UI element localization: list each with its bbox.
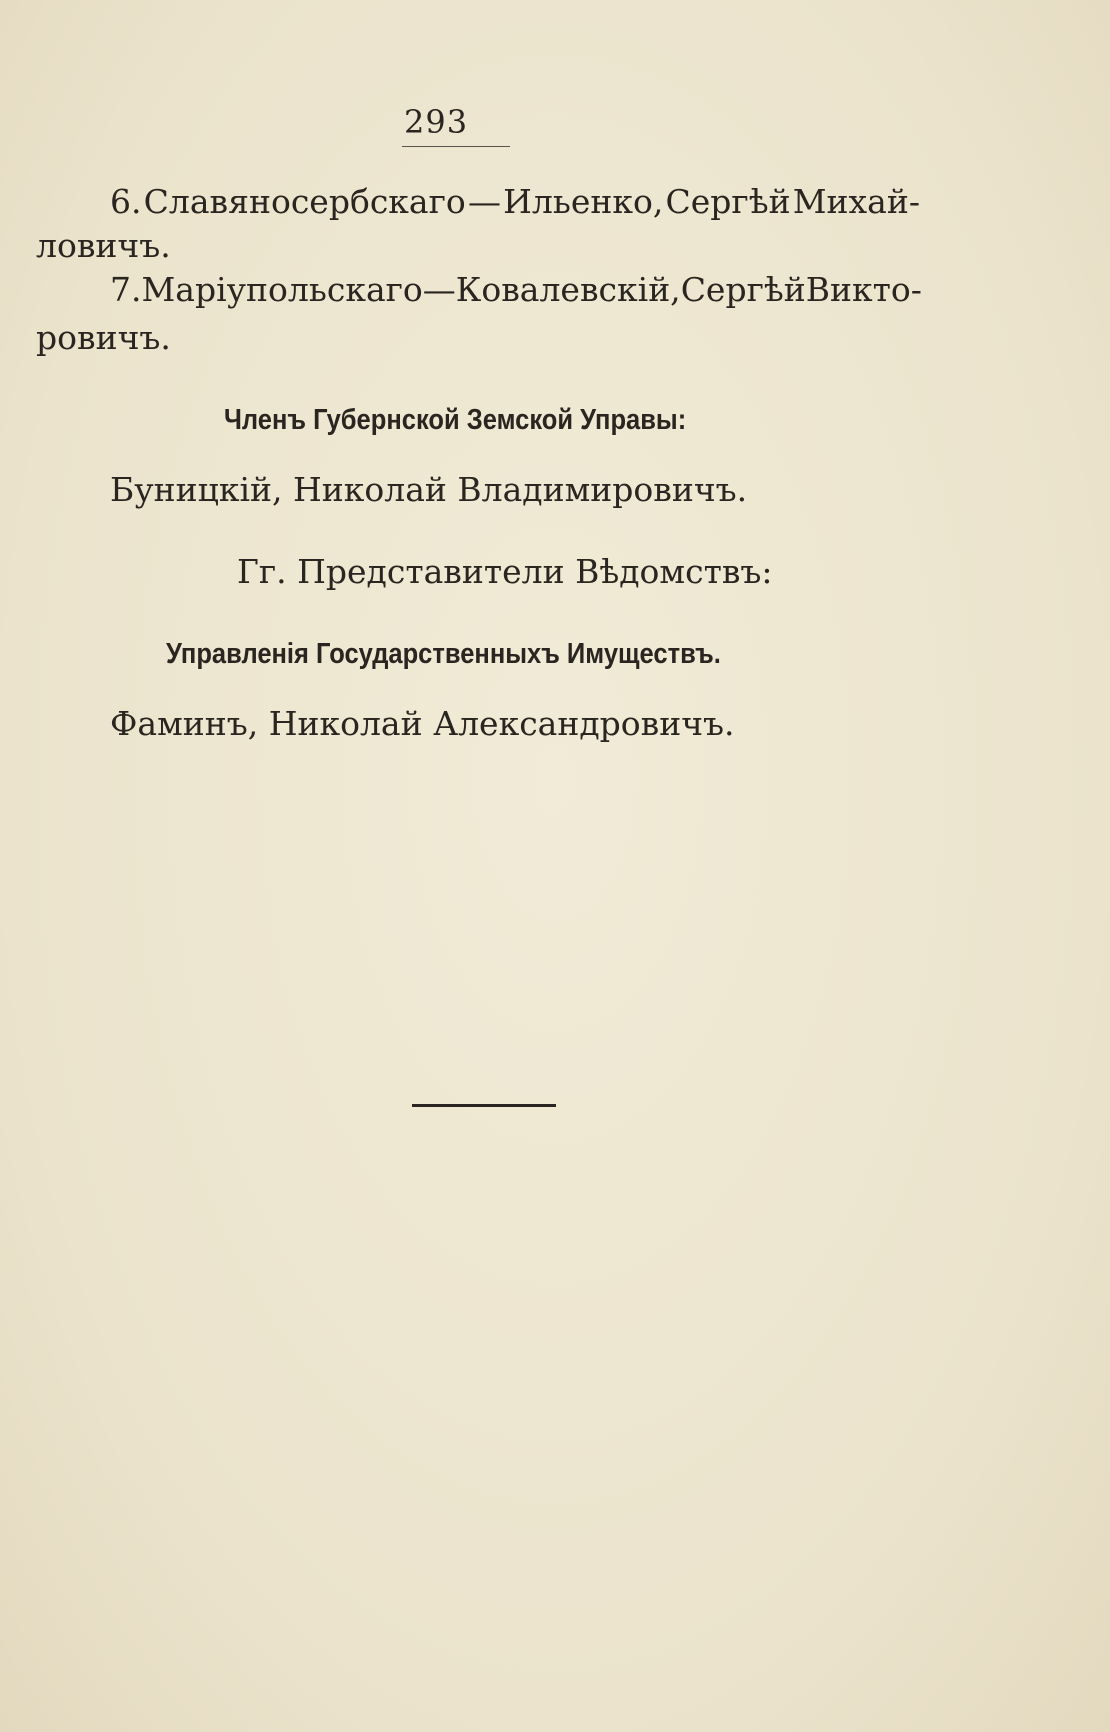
entry-surname: Ковалевскій, <box>455 270 681 309</box>
entry-surname: Ильенко, <box>503 182 664 221</box>
state-property-name: Фаминъ, Николай Александровичъ. <box>110 704 735 743</box>
entry-dash: — <box>422 270 456 309</box>
end-rule <box>412 1104 556 1107</box>
entry-patronymic-part1: Михай- <box>792 182 920 221</box>
entry-7-line-1 <box>110 270 920 310</box>
entry-patronymic-part1: Викто- <box>805 270 922 309</box>
entry-number: 7. <box>110 270 142 309</box>
representatives-heading: Гг. Представители Вѣдомствъ: <box>237 552 773 591</box>
entry-dash: — <box>467 182 501 221</box>
entry-number: 6. <box>110 182 142 221</box>
entry-first-name: Сергѣй <box>665 182 791 221</box>
board-member-name: Буницкій, Николай Владимировичъ. <box>110 470 748 509</box>
entry-6-line-2: ловичъ. <box>36 226 171 265</box>
page-number-rule <box>402 146 510 147</box>
entry-6-line-1 <box>110 182 920 222</box>
board-member-heading: Членъ Губернской Земской Управы: <box>224 404 687 436</box>
entry-district: Маріупольскаго <box>141 270 423 309</box>
entry-first-name: Сергѣй <box>680 270 806 309</box>
page-number: 293 <box>404 103 469 141</box>
state-property-heading: Управленія Государственныхъ Имуществъ. <box>166 638 721 670</box>
entry-7-line-2: ровичъ. <box>36 318 171 357</box>
entry-district: Славяносербскаго <box>143 182 466 221</box>
